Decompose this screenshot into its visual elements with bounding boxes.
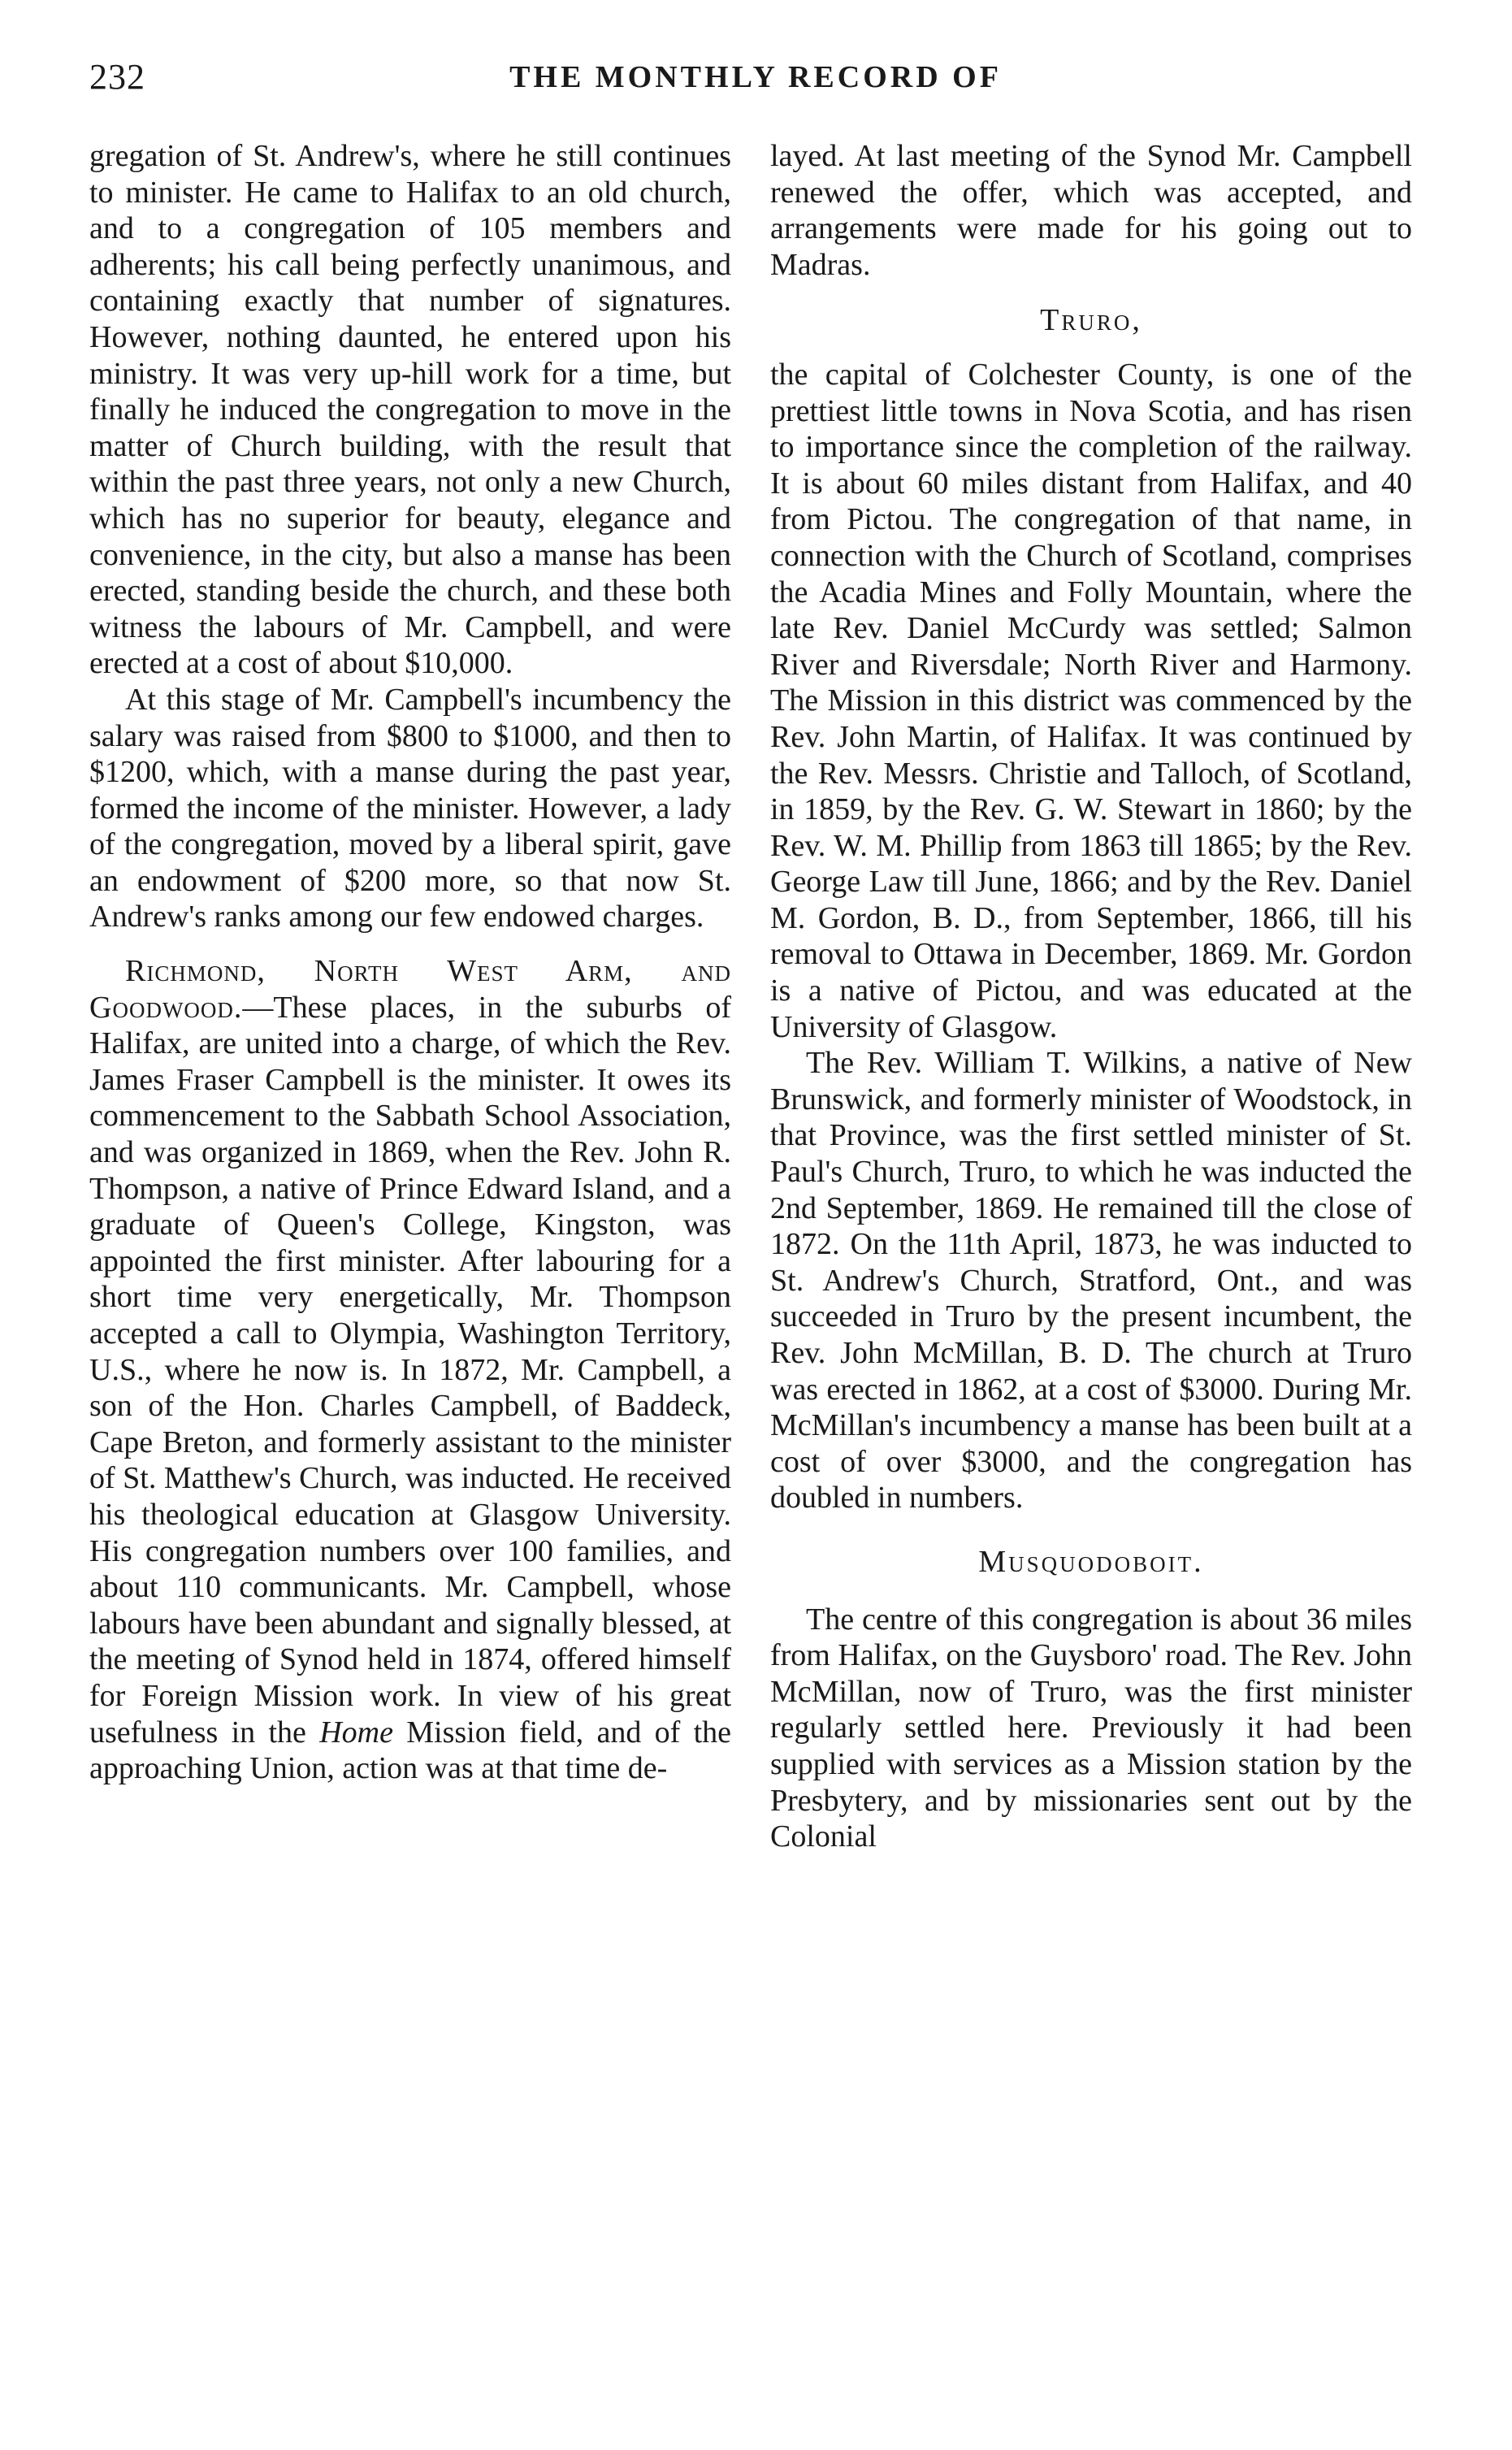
paragraph-madras: layed. At last meeting of the Synod Mr. Campbell renewed the offer, which was accepted, and arrangements were made for his going out to Madras. [770,139,1412,282]
paragraph-wilkins: The Rev. William T. Wilkins, a native of New Brunswick, and formerly minister of Woodstock, in that Province, was the first settled minister of St. Paul's Church, Truro, to which he was inducted the 2nd September, 1869. He remained till the close of 1872. On the 11th April, 1873, he was inducted to St. Andrew's Church, Stratford, Ont., and was succeeded in Truro by the present incumbent, the Rev. John McMillan, B. D. The church at Truro was erected in 1862, at a cost of $3000. During Mr. McMillan's incumbency a manse has been built at a cost of over $3000, and the congregation has doubled in numbers. [770,1046,1412,1516]
paragraph-richmond [89,953,731,1787]
paragraph-st-andrews-continued: gregation of St. Andrew's, where he still continues to minister. He came to Halifax to an old church, and to a congregation of 105 members and adherents; his call being perfectly unanimous, and containing exactly that number of signatures. However, nothing daunted, he entered upon his ministry. It was very up-hill work for a time, but finally he induced the congregation to move in the matter of Church building, with the result that within the past three years, not only a new Church, which has no superior for beauty, elegance and convenience, in the city, but also a manse has been erected, standing beside the church, and these both witness the labours of Mr. Campbell, and were erected at a cost of about $10,000. [89,139,731,681]
section-heading-musquodoboit: Musquodoboit. [978,1544,1204,1579]
page-header [65,49,1446,106]
richmond-text-end: Mission field, and of the approaching Union, action was at that time de- [89,1715,731,1786]
left-column [89,138,731,2405]
richmond-lead-heading: Richmond, North West Arm, and Goodwood. [89,954,731,1025]
home-italic: Home [319,1715,393,1750]
section-heading-truro: Truro, [1040,303,1142,338]
running-title: THE MONTHLY RECORD OF [509,60,1002,94]
paragraph-gap [89,935,731,953]
paragraph-truro: the capital of Colchester County, is one of the prettiest little towns in Nova Scotia, and has risen to importance since the completion of the railway. It is about 60 miles distant from Halifax, and 40 from Pictou. The congregation of that name, in connection with the Church of Scotland, comprises the Acadia Mines and Folly Mountain, where the late Rev. Daniel McCurdy was settled; Salmon River and Riversdale; North River and Harmony. The Mission in this district was commenced by the Rev. John Martin, of Halifax. It was continued by the Rev. Messrs. Christie and Talloch, of Scotland, in 1859, by the Rev. G. W. Stewart in 1860; by the Rev. W. M. Phillip from 1863 till 1865; by the Rev. George Law till June, 1866; and by the Rev. Daniel M. Gordon, B. D., from September, 1866, till his removal to Ottawa in December, 1869. Mr. Gordon is a native of Pictou, and was educated at the University of Glasgow. [770,357,1412,1044]
right-column [770,138,1412,2405]
paragraph-musquodoboit: The centre of this congregation is about 36 miles from Halifax, on the Guysboro' road. The Rev. John McMillan, now of Truro, was the first minister regularly settled here. Previously it had been supplied with services as a Mission station by the Presbytery, and by missionaries sent out by the Colonial [770,1602,1412,1854]
paragraph-salary: At this stage of Mr. Campbell's incumbency the salary was raised from $800 to $1000, and then to $1200, which, with a manse during the past year, formed the income of the minister. However, a lady of the congregation, moved by a liberal spirit, gave an endowment of $200 more, so that now St. Andrew's ranks among our few endowed charges. [89,682,731,934]
richmond-text: —These places, in the suburbs of Halifax, are united into a charge, of which the Rev. James Fraser Campbell is the minister. It owes its commencement to the Sabbath School Association, and was organized in 1869, when the Rev. John R. Thompson, a native of Prince Edward Island, and a graduate of Queen's College, Kingston, was appointed the first minister. After labouring for a short time very energetically, Mr. Thompson accepted a call to Olympia, Washington Territory, U.S., where he now is. In 1872, Mr. Campbell, a son of the Hon. Charles Campbell, of Baddeck, Cape Breton, and formerly assistant to the minister of St. Matthew's Church, was inducted. He received his theological education at Glasgow University. His congregation numbers over 100 families, and about 110 communicants. Mr. Campbell, whose labours have been abundant and signally blessed, at the meeting of Synod held in 1874, offered himself for Foreign Mission work. In view of his great usefulness in the [89,990,731,1750]
page-number: 232 [89,57,145,97]
